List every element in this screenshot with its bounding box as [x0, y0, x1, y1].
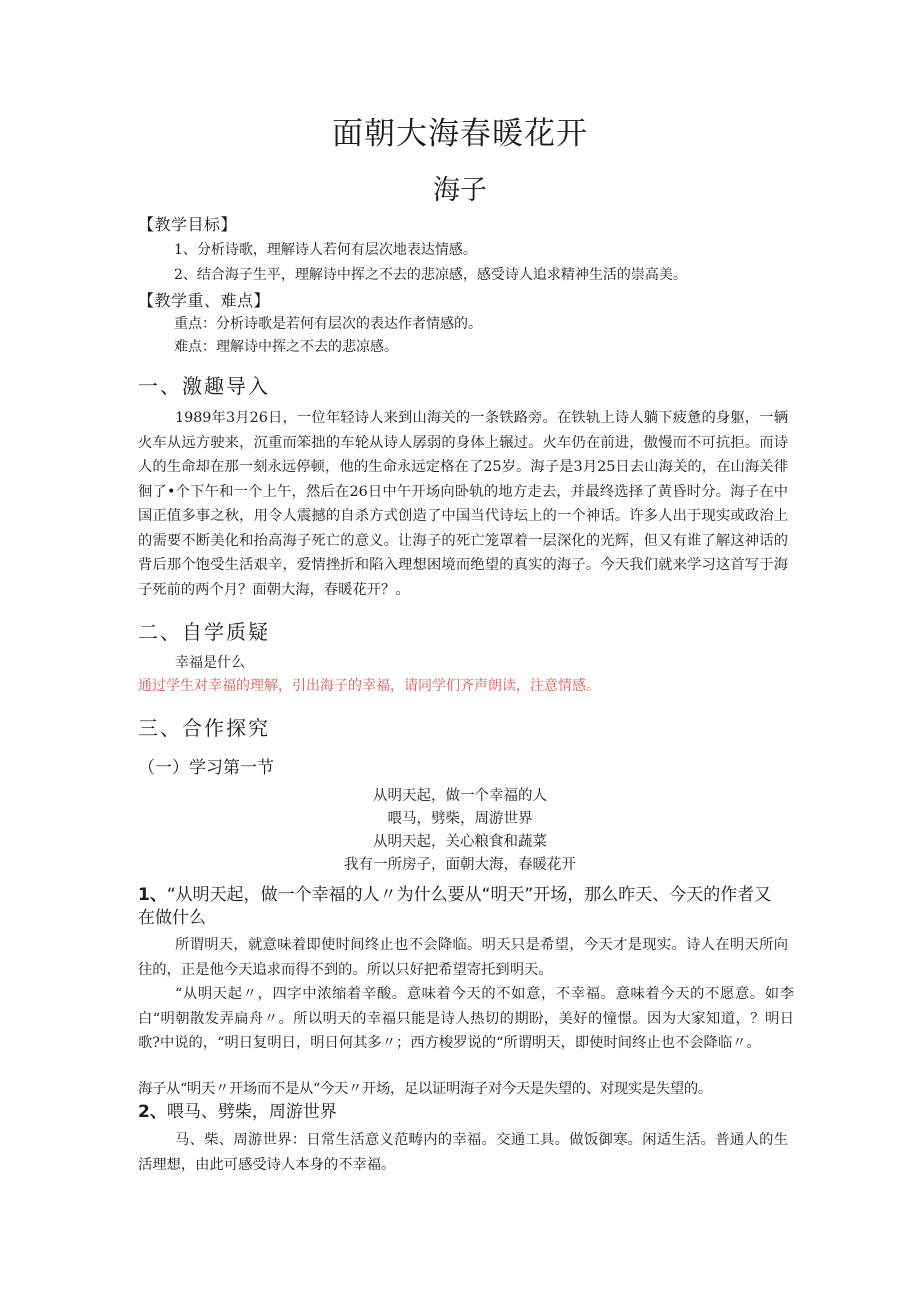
subsection-heading: （一）学习第一节 [138, 758, 274, 778]
section-heading: 三、合作探究 [138, 716, 270, 740]
keypoint-item: 重点：分析诗歌是若何有层次的表达作者情感的。 [174, 316, 482, 332]
poem-line: 喂马，劈柴，周游世界 [387, 811, 533, 827]
answer-paragraph: 所谓明天，就意味着即使时间终止也不会降临。明天只是希望，今天才是现实。诗人在明天所向往的，正是他今天追求而得不到的。所以只好把希望寄托到明天。 [138, 937, 788, 978]
section-heading: 二、自学质疑 [138, 620, 270, 644]
section-heading: 一、激趣导入 [138, 374, 270, 398]
question-number: 1、 [138, 885, 167, 905]
goal-item: 1、分析诗歌，理解诗人若何有层次地表达情感。 [174, 242, 477, 258]
poem-excerpt [0, 785, 920, 877]
question-number: 2、 [138, 1102, 167, 1122]
keypoint-item: 难点：理解诗中挥之不去的悲凉感。 [174, 339, 398, 355]
question-2 [138, 1101, 790, 1124]
question-1 [138, 884, 788, 930]
question-text: “从明天起，做一个幸福的人〃为什么要从“明天”开场，那么昨天、今天的作者又在做什么 [138, 885, 772, 928]
answer-paragraph: 马、柴、周游世界：日常生活意义范畴内的幸福。交通工具。做饭御寒。闲适生活。普通人的生活理想，由此可感受诗人本身的不幸福。 [138, 1132, 788, 1173]
answer-paragraph: “从明天起〃，四字中浓缩着辛酸。意味着今天的不如意，不幸福。意味着今天的不愿意。如李白“明朝散发弄扁舟〃。所以明天的幸福只能是诗人热切的期盼，美好的憧憬。因为大家知道，？明日歌?中说的，“明日复明日，明日何其多〃；西方梭罗说的“所谓明天，即使时间终止也不会降临〃。 [138, 986, 794, 1051]
document-title: 面朝大海春暖花开 [332, 116, 588, 152]
goals-heading: 【教学目标】 [138, 215, 238, 234]
question-text: 喂马、劈柴，周游世界 [166, 1102, 337, 1122]
answer-paragraph: 海子从“明天〃开场而不是从“今天〃开场，足以证明海子对今天是失望的、对现实是失望的。 [138, 1081, 712, 1097]
teacher-note: 通过学生对幸福的理解，引出海子的幸福，请同学们齐声朗读，注意情感。 [138, 678, 600, 694]
poem-line: 从明天起，做一个幸福的人 [373, 788, 547, 804]
goal-item: 2、结合海子生平，理解诗中挥之不去的悲凉感，感受诗人追求精神生活的崇高美。 [174, 267, 687, 283]
keypoints-heading: 【教学重、难点】 [138, 291, 271, 310]
intro-paragraph: 1989年3月26日，一位年轻诗人来到山海关的一条铁路旁。在铁轨上诗人躺下疲惫的身躯，一辆火车从远方驶来，沉重而笨拙的车轮从诗人孱弱的身体上辗过。火车仍在前进，傲慢而不可抗拒。而诗人的生命却在那一刻永远停顿，他的生命永远定格在了25岁。海子是3月25日去山海关的，在山海关徘徊了•个下午和一个上午，然后在26日中午开场向卧轨的地方走去，并最终选择了黄昏时分。海子在中国正值多事之秋，用令人震撼的自杀方式创造了中国当代诗坛上的一个神话。许多人出于现实或政治上的需要不断美化和抬高海子死亡的意义。让海子的死亡笼罩着一层深化的光辉，但又有谁了解这神话的背后那个饱受生活艰辛，爱情挫折和陷入理想困境而绝望的真实的海子。今天我们就来学习这首写于海子死前的两个月？面朝大海，春暖花开？。 [138, 410, 788, 598]
poem-line: 我有一所房子，面朝大海，春暖花开 [344, 857, 576, 873]
author-name: 海子 [433, 175, 487, 206]
poem-line: 从明天起，关心粮食和蔬菜 [373, 834, 547, 850]
question-text: 幸福是什么 [175, 655, 245, 671]
